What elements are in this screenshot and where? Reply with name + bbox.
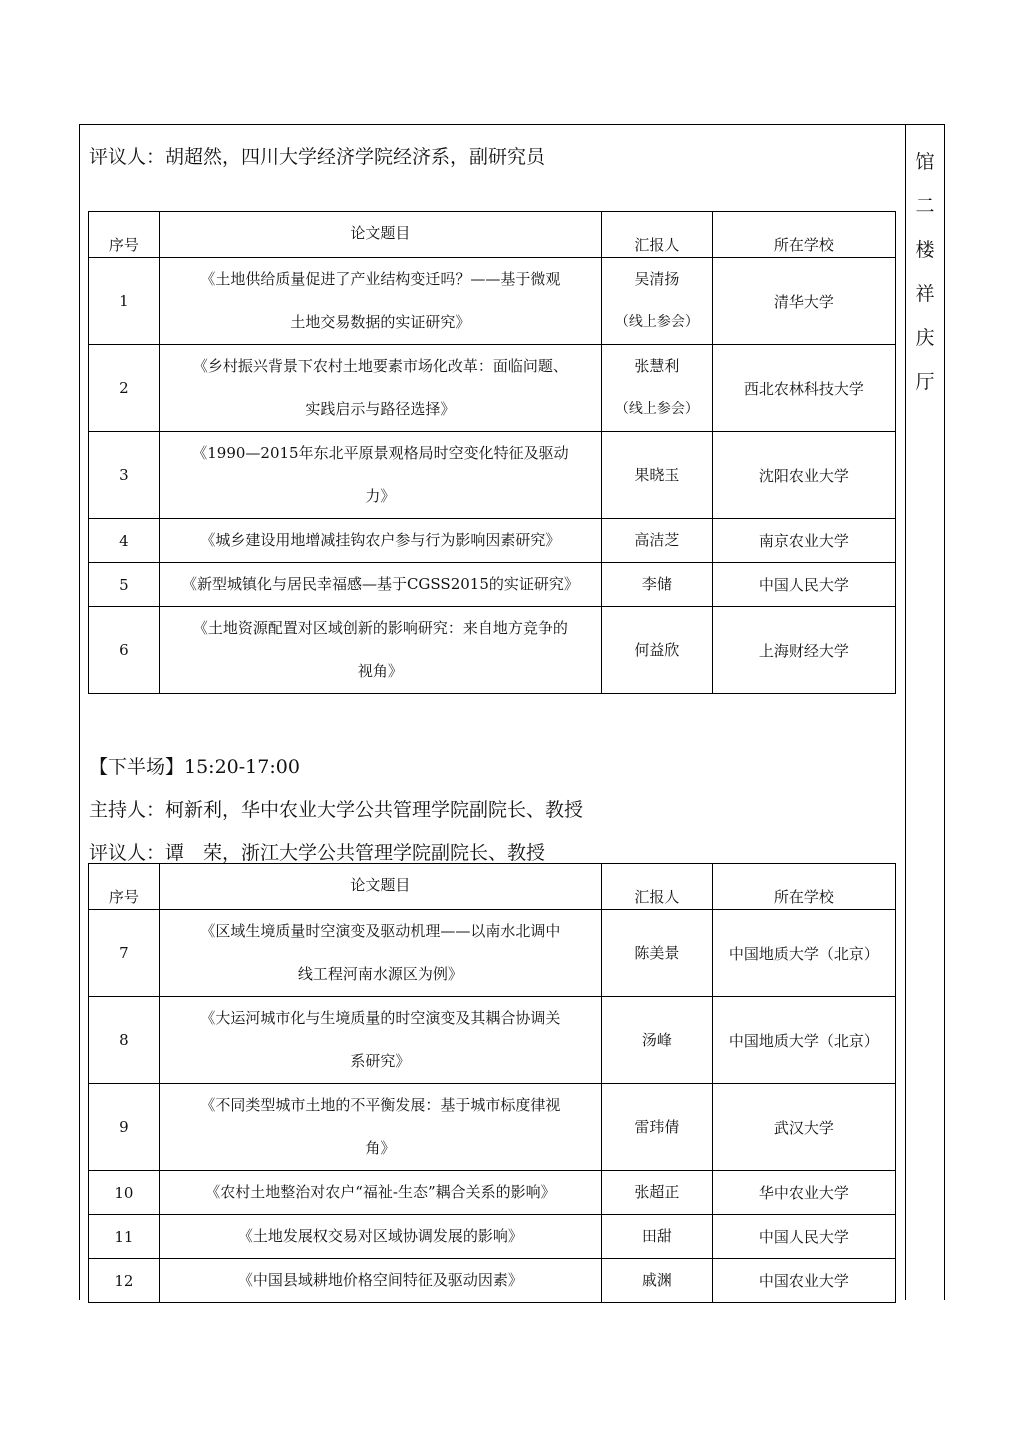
row-school: 中国人民大学 — [712, 1215, 895, 1259]
session2-heading: 【下半场】15:20-17:00 — [89, 756, 300, 778]
row-school: 华中农业大学 — [712, 1171, 895, 1215]
row-num: 6 — [89, 607, 160, 694]
venue-char: 二 — [915, 195, 935, 217]
row-school: 中国农业大学 — [712, 1259, 895, 1303]
row-num: 9 — [89, 1084, 160, 1171]
session1-table — [88, 211, 896, 694]
header-reporter: 汇报人 — [602, 212, 713, 258]
session2-reviewer: 评议人：谭 荣，浙江大学公共管理学院副院长、教授 — [89, 842, 546, 864]
table-row — [89, 1084, 896, 1171]
row-reporter: 汤峰 — [602, 997, 713, 1084]
row-school: 西北农林科技大学 — [712, 345, 895, 432]
row-school: 南京农业大学 — [712, 519, 895, 563]
row-school: 清华大学 — [712, 258, 895, 345]
table-header-row — [89, 212, 896, 258]
row-title: 《中国县域耕地价格空间特征及驱动因素》 — [159, 1259, 601, 1303]
table-row — [89, 432, 896, 519]
row-reporter: 戚渊 — [602, 1259, 713, 1303]
table-row — [89, 607, 896, 694]
table-row — [89, 1171, 896, 1215]
table-header-row — [89, 864, 896, 910]
venue-column — [905, 140, 945, 404]
row-title: 《不同类型城市土地的不平衡发展：基于城市标度律视 角》 — [159, 1084, 601, 1171]
row-num: 3 — [89, 432, 160, 519]
table-row — [89, 1215, 896, 1259]
table-row — [89, 910, 896, 997]
venue-char: 祥 — [915, 283, 935, 305]
venue-char: 厅 — [915, 371, 935, 393]
session2-host: 主持人：柯新利，华中农业大学公共管理学院副院长、教授 — [89, 799, 584, 821]
header-title: 论文题目 — [159, 864, 601, 910]
row-reporter: 张超正 — [602, 1171, 713, 1215]
session2-table — [88, 863, 896, 1303]
row-num: 12 — [89, 1259, 160, 1303]
row-num: 4 — [89, 519, 160, 563]
table-row — [89, 1259, 896, 1303]
row-title: 《区域生境质量时空演变及驱动机理——以南水北调中 线工程河南水源区为例》 — [159, 910, 601, 997]
header-num: 序号 — [89, 864, 160, 910]
row-reporter: 雷玮倩 — [602, 1084, 713, 1171]
table-row — [89, 563, 896, 607]
venue-char: 楼 — [915, 239, 935, 261]
row-reporter: 陈美景 — [602, 910, 713, 997]
row-title: 《新型城镇化与居民幸福感—基于CGSS2015的实证研究》 — [159, 563, 601, 607]
header-school: 所在学校 — [712, 212, 895, 258]
table-row — [89, 345, 896, 432]
row-reporter: 果晓玉 — [602, 432, 713, 519]
row-reporter: 田甜 — [602, 1215, 713, 1259]
row-title: 《土地资源配置对区域创新的影响研究：来自地方竞争的 视角》 — [159, 607, 601, 694]
row-title: 《乡村振兴背景下农村土地要素市场化改革：面临问题、 实践启示与路径选择》 — [159, 345, 601, 432]
row-num: 2 — [89, 345, 160, 432]
row-num: 10 — [89, 1171, 160, 1215]
venue-char: 庆 — [915, 327, 935, 349]
row-title: 《土地发展权交易对区域协调发展的影响》 — [159, 1215, 601, 1259]
row-num: 1 — [89, 258, 160, 345]
row-reporter: 高洁芝 — [602, 519, 713, 563]
row-school: 上海财经大学 — [712, 607, 895, 694]
row-num: 11 — [89, 1215, 160, 1259]
row-title: 《大运河城市化与生境质量的时空演变及其耦合协调关 系研究》 — [159, 997, 601, 1084]
session1-reviewer: 评议人：胡超然，四川大学经济学院经济系，副研究员 — [89, 146, 546, 168]
row-title: 《1990—2015年东北平原景观格局时空变化特征及驱动 力》 — [159, 432, 601, 519]
row-reporter: 张慧利 （线上参会） — [602, 345, 713, 432]
row-reporter: 吴清扬 （线上参会） — [602, 258, 713, 345]
header-school: 所在学校 — [712, 864, 895, 910]
row-num: 7 — [89, 910, 160, 997]
row-school: 中国地质大学（北京） — [712, 910, 895, 997]
table-row — [89, 519, 896, 563]
row-school: 武汉大学 — [712, 1084, 895, 1171]
row-reporter: 何益欣 — [602, 607, 713, 694]
row-school: 中国地质大学（北京） — [712, 997, 895, 1084]
row-school: 中国人民大学 — [712, 563, 895, 607]
header-title: 论文题目 — [159, 212, 601, 258]
row-title: 《农村土地整治对农户“福祉-生态”耦合关系的影响》 — [159, 1171, 601, 1215]
row-num: 8 — [89, 997, 160, 1084]
row-school: 沈阳农业大学 — [712, 432, 895, 519]
row-num: 5 — [89, 563, 160, 607]
row-reporter: 李储 — [602, 563, 713, 607]
table-row — [89, 997, 896, 1084]
row-title: 《城乡建设用地增减挂钩农户参与行为影响因素研究》 — [159, 519, 601, 563]
header-reporter: 汇报人 — [602, 864, 713, 910]
table-row — [89, 258, 896, 345]
row-title: 《土地供给质量促进了产业结构变迁吗？——基于微观 土地交易数据的实证研究》 — [159, 258, 601, 345]
header-num: 序号 — [89, 212, 160, 258]
venue-char: 馆 — [915, 151, 935, 173]
